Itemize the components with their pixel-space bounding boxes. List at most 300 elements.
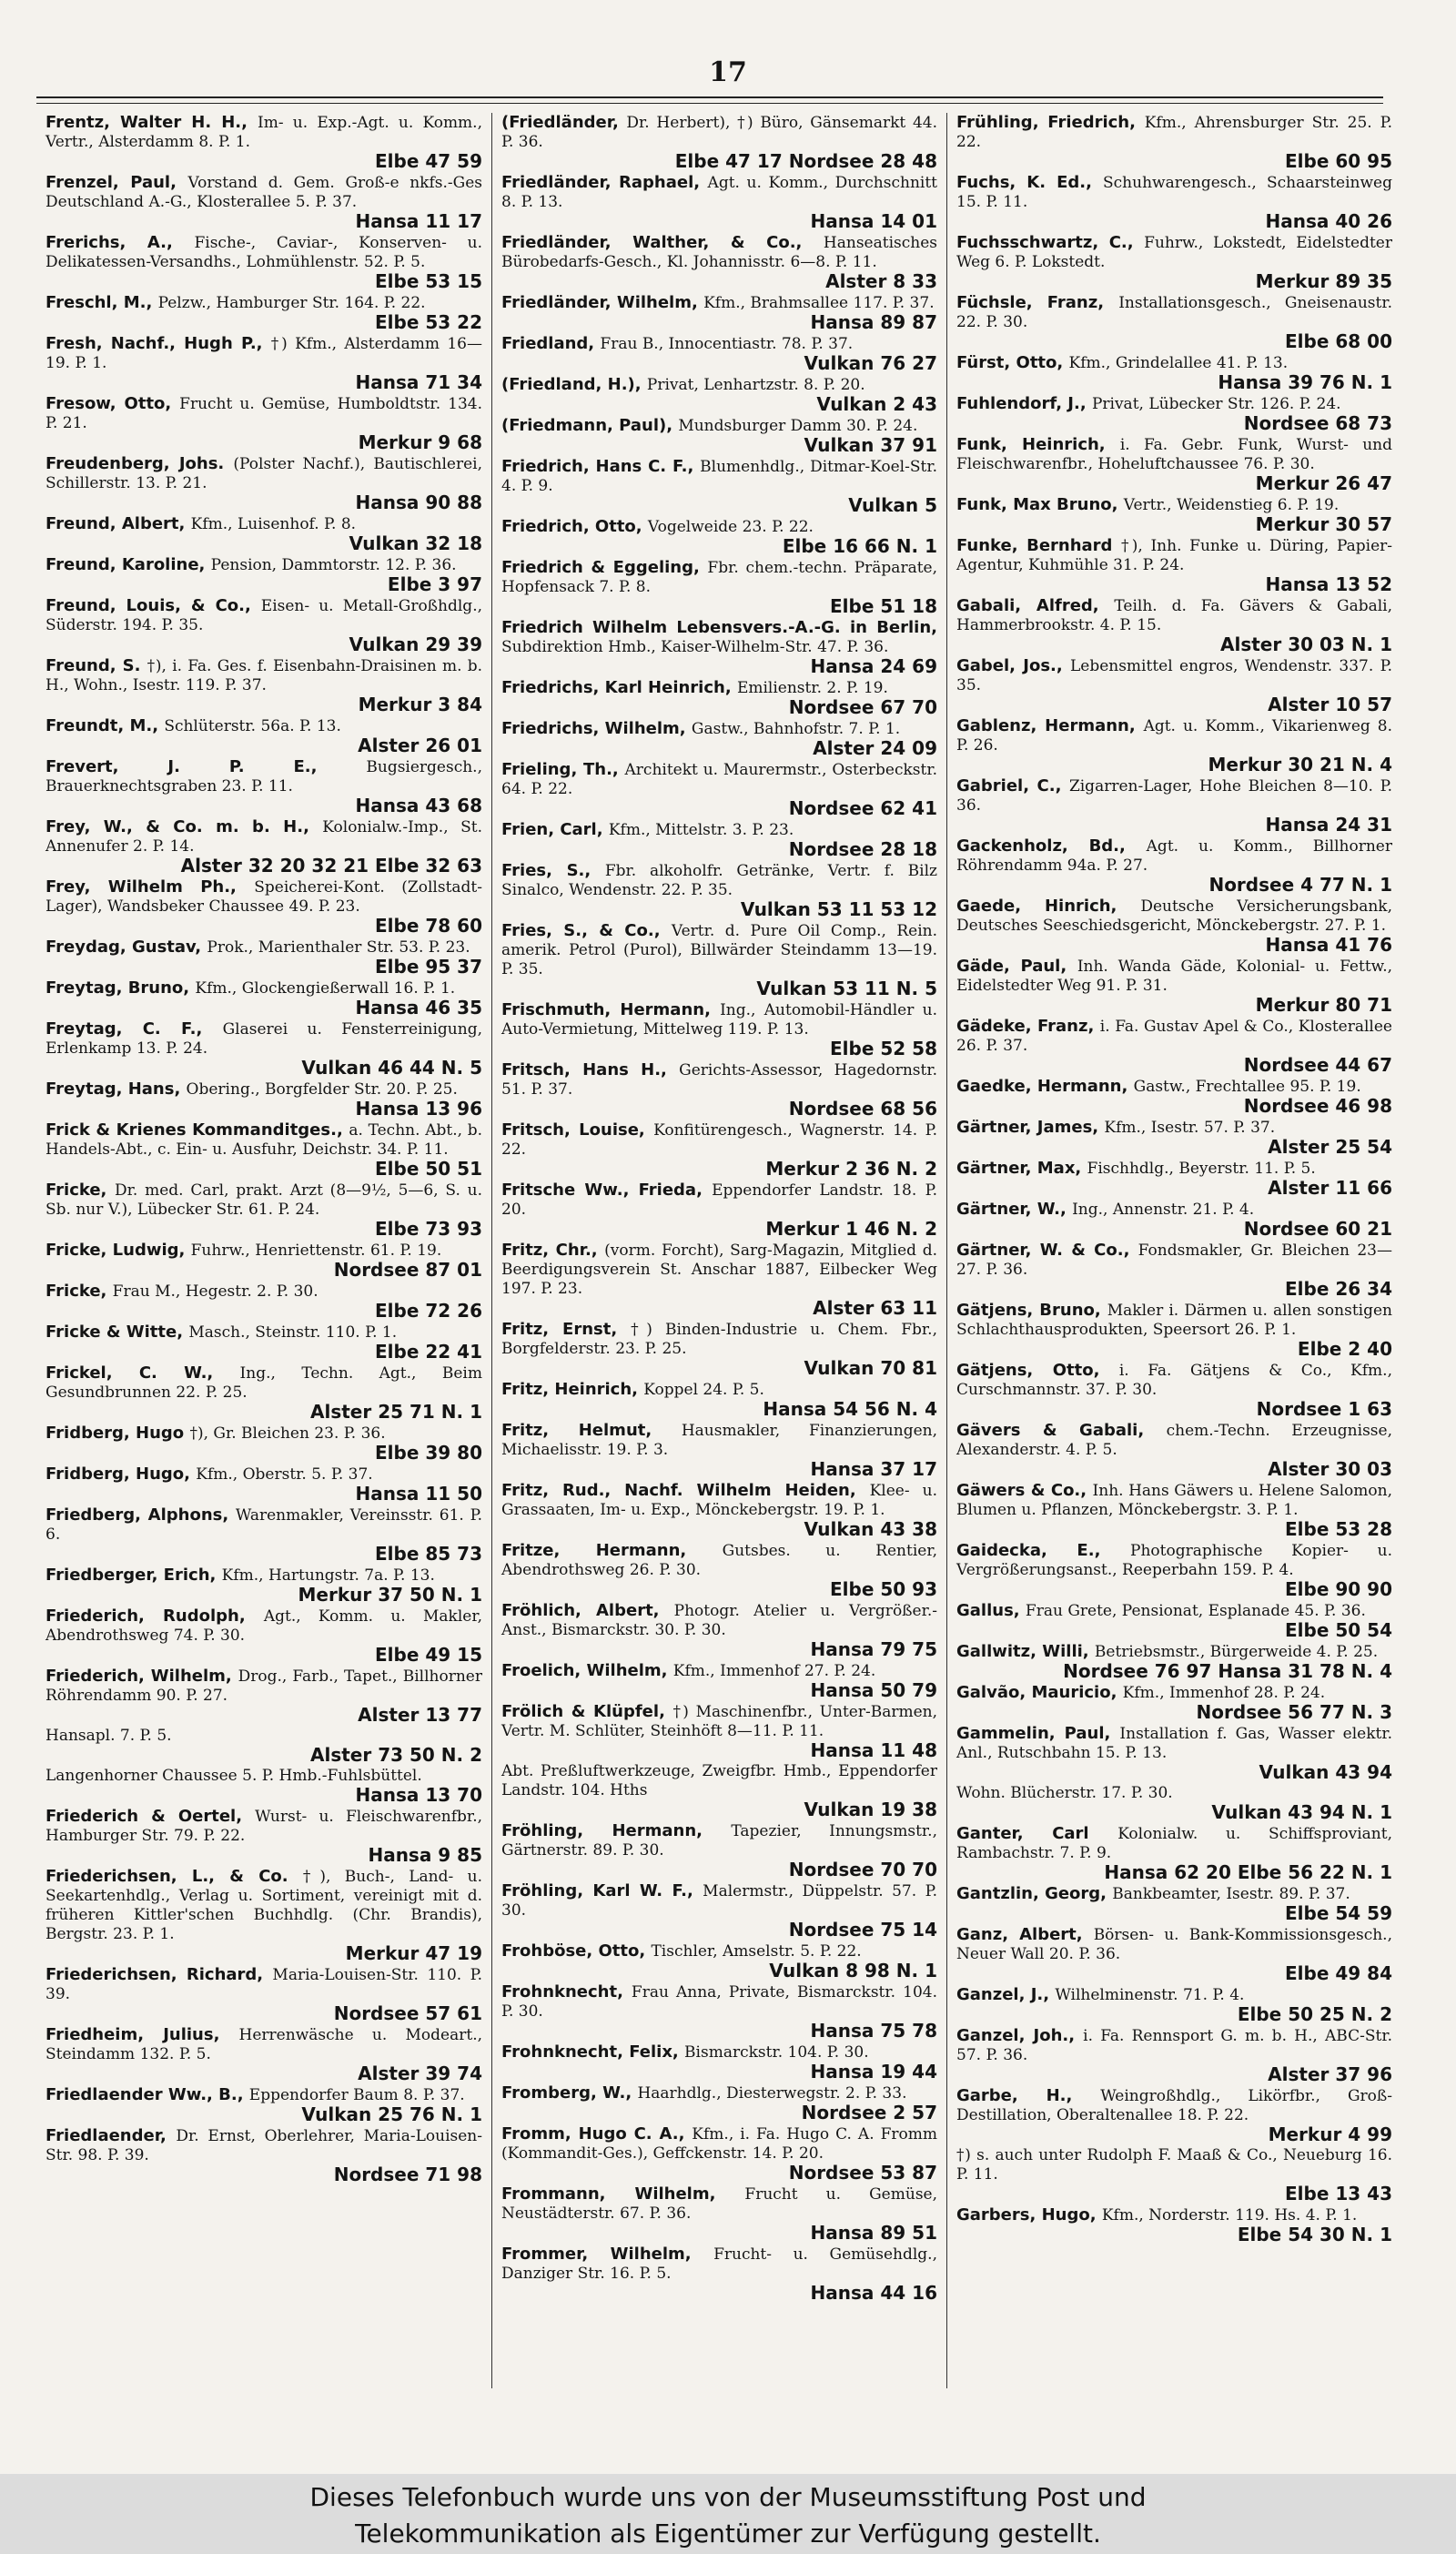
entry-phone: Merkur 26 47 — [1255, 472, 1392, 494]
entry-details: Masch., Steinstr. 110. P. 1. — [188, 1323, 398, 1342]
entry-details: Installationsgesch., Gneisenaustr. 22. P. 30. — [956, 294, 1392, 331]
directory-entry — [46, 1505, 482, 1564]
directory-entry — [46, 555, 482, 594]
entry-phone: Alster 10 57 — [1268, 694, 1392, 715]
directory-entry — [501, 921, 937, 998]
directory-entry — [46, 1867, 482, 1963]
entry-name: Gärtner, W., — [956, 1200, 1073, 1219]
directory-entry — [956, 897, 1392, 955]
entry-details: Agt. u. Komm., Billhorner Röhrendamm 94a. P. 27. — [956, 837, 1392, 875]
entry-details: Privat, Lübecker Str. 126. P. 24. — [1091, 395, 1341, 413]
directory-entry — [501, 820, 937, 859]
entry-phone: Hansa 89 87 — [810, 311, 937, 333]
directory-entry — [501, 457, 937, 515]
directory-entry — [956, 1481, 1392, 1539]
entry-name: Gallwitz, Willi, — [956, 1642, 1095, 1661]
entry-name: Fröhlich, Albert, — [501, 1601, 674, 1620]
entry-phone: Merkur 3 84 — [358, 694, 482, 715]
entry-details: Kfm., Grindelallee 41. P. 13. — [1068, 354, 1289, 372]
entry-details: i. Fa. Gustav Apel & Co., Klosterallee 26. P. 37. — [956, 1018, 1392, 1055]
entry-details: Dr. Ernst, Oberlehrer, Maria-Louisen-Str. 98. P. 39. — [46, 2127, 482, 2164]
entry-name: Fridberg, Hugo — [46, 1424, 190, 1443]
entry-phone: Hansa 13 52 — [1265, 573, 1392, 595]
entry-phone: Merkur 47 19 — [345, 1942, 482, 1964]
entry-phone: Merkur 4 99 — [1268, 2123, 1392, 2145]
entry-phone: Hansa 13 96 — [355, 1098, 482, 1120]
entry-details: i. Fa. Rennsport G. m. b. H., ABC-Str. 57. P. 36. — [956, 2027, 1393, 2064]
entry-details: Langenhorner Chaussee 5. P. Hmb.-Fuhlsbüttel. — [46, 1767, 422, 1785]
entry-details: Frucht- u. Gemüsehdlg., Danziger Str. 16. P. 5. — [501, 2245, 937, 2283]
entry-name: Gärtner, W. & Co., — [956, 1241, 1138, 1260]
entry-name: Friedländer, Wilhelm, — [501, 293, 704, 312]
directory-entry — [46, 937, 482, 977]
entry-name: Fritz, Ernst, — [501, 1320, 632, 1339]
entry-name: Funk, Max Bruno, — [956, 495, 1124, 514]
entry-details: Kolonialw. u. Schiffsproviant, Rambachstr. 7. P. 9. — [956, 1825, 1392, 1862]
entry-name: Freytag, Bruno, — [46, 978, 196, 998]
directory-entry — [46, 233, 482, 291]
entry-name: Frevert, J. P. E., — [46, 757, 367, 776]
directory-entry — [956, 1724, 1392, 1782]
directory-entry — [46, 394, 482, 452]
entry-details: Wilhelminenstr. 71. P. 4. — [1055, 1986, 1245, 2004]
column-3 — [946, 113, 1401, 2388]
entry-name: Friedrich, Hans C. F., — [501, 457, 701, 476]
entry-phone: Elbe 2 40 — [1297, 1338, 1392, 1360]
entry-phone: Vulkan 43 38 — [804, 1518, 937, 1540]
entry-details: Wurst- u. Fleischwarenfbr., Hamburger Str. 79. P. 22. — [46, 1808, 482, 1845]
entry-details: Makler i. Därmen u. allen sonstigen Schlachthausprodukten, Speersort 26. P. 1. — [956, 1302, 1392, 1339]
directory-entry — [46, 978, 482, 1018]
entry-details: †) s. auch unter Rudolph F. Maaß & Co., Neueburg 16. P. 11. — [956, 2146, 1392, 2184]
entry-phone: Nordsee 57 61 — [333, 2002, 482, 2024]
entry-phone: Elbe 60 95 — [1285, 150, 1392, 172]
entry-phone: Merkur 2 36 N. 2 — [765, 1158, 937, 1180]
entry-details: Kfm., Ahrensburger Str. 25. P. 22. — [956, 114, 1392, 151]
entry-phone: Elbe 51 18 — [830, 595, 937, 617]
entry-details: Teilh. d. Fa. Gävers & Gabali, Hammerbrookstr. 4. P. 15. — [956, 597, 1393, 634]
entry-phone: Alster 30 03 — [1268, 1458, 1392, 1480]
column-1 — [36, 113, 491, 2388]
entry-name: Frey, W., & Co. m. b. H., — [46, 817, 323, 836]
entry-details: Deutsche Versicherungsbank, Deutsches Seeschiedsgericht, Mönckebergstr. 27. P. 1. — [956, 897, 1393, 935]
directory-entry — [501, 618, 937, 676]
entry-phone: Elbe 73 93 — [375, 1218, 482, 1240]
entry-details: Frau Grete, Pensionat, Esplanade 45. P. 36. — [1025, 1602, 1366, 1620]
entry-phone: Elbe 47 59 — [375, 150, 482, 172]
directory-entry — [46, 1965, 482, 2023]
directory-entry — [956, 656, 1392, 715]
entry-phone: Vulkan 53 11 53 12 — [740, 898, 937, 920]
entry-phone: Hansa 37 17 — [810, 1458, 937, 1480]
entry-phone: Nordsee 2 57 — [801, 2102, 937, 2123]
entry-phone: Hansa 24 69 — [810, 655, 937, 677]
entry-name: Fricke, — [46, 1282, 113, 1301]
entry-details: Dr. med. Carl, prakt. Arzt (8—9½, 5—6, S. u. Sb. nur V.), Lübecker Str. 61. P. 24. — [46, 1181, 482, 1219]
entry-phone: Hansa 41 76 — [1265, 934, 1392, 956]
directory-entry — [956, 536, 1392, 594]
entry-phone: Hansa 39 76 N. 1 — [1218, 371, 1392, 393]
entry-name: Fromm, Hugo C. A., — [501, 2124, 693, 2144]
entry-name: Froelich, Wilhelm, — [501, 1661, 673, 1680]
entry-details: Agt., Komm. u. Makler, Abendrothsweg 74. P. 30. — [46, 1607, 482, 1645]
entry-name: Friedrich, Otto, — [501, 517, 648, 536]
entry-name: Frölich & Klüpfel, — [501, 1702, 673, 1721]
directory-entry — [501, 1541, 937, 1599]
entry-name: Freund, Albert, — [46, 514, 191, 533]
directory-entry — [956, 776, 1392, 835]
entry-phone: Alster 24 09 — [813, 737, 937, 759]
entry-details: Emilienstr. 2. P. 19. — [736, 679, 888, 697]
directory-entry — [501, 334, 937, 373]
entry-details: Fuhrw., Henriettenstr. 61. P. 19. — [190, 1242, 442, 1260]
directory-entry — [501, 233, 937, 291]
entry-details: Installation f. Gas, Wasser elektr. Anl., Rutschbahn 15. P. 13. — [956, 1725, 1393, 1762]
entry-details: Pension, Dammtorstr. 12. P. 36. — [210, 556, 457, 574]
entry-details: Warenmakler, Vereinsstr. 61. P. 6. — [46, 1506, 482, 1544]
entry-name: Gätjens, Bruno, — [956, 1301, 1107, 1320]
entry-name: Ganter, Carl — [956, 1824, 1118, 1843]
entry-name: Gaedke, Hermann, — [956, 1077, 1134, 1096]
entry-details: chem.-Techn. Erzeugnisse, Alexanderstr. 4. P. 5. — [956, 1422, 1392, 1459]
directory-entry — [501, 416, 937, 455]
entry-details: Agt. u. Komm., Vikarienweg 8. P. 26. — [956, 717, 1392, 755]
entry-name: Friedländer, Walther, & Co., — [501, 233, 824, 252]
entry-phone: Hansa 44 16 — [810, 2282, 937, 2304]
entry-phone: Elbe 50 25 N. 2 — [1237, 2003, 1392, 2025]
entry-name: Ganzel, Joh., — [956, 2026, 1084, 2045]
entry-details: Drog., Farb., Tapet., Billhorner Röhrendamm 90. P. 27. — [46, 1667, 482, 1705]
entry-phone: Vulkan 29 39 — [349, 633, 482, 655]
entry-phone: Merkur 37 50 N. 1 — [298, 1584, 482, 1606]
entry-name: Fritsche Ww., Frieda, — [501, 1181, 713, 1200]
entry-details: Klee- u. Grassaaten, Im- u. Exp., Mönckebergstr. 19. P. 1. — [501, 1482, 937, 1519]
entry-details: Agt. u. Komm., Durchschnitt 8. P. 13. — [501, 174, 937, 211]
entry-details: †) Maschinenfbr., Unter-Barmen, Vertr. M. Schlüter, Steinhöft 8—11. P. 11. — [501, 1703, 937, 1740]
entry-details: Frau B., Innocentiastr. 78. P. 37. — [600, 335, 854, 353]
entry-phone: Elbe 39 80 — [375, 1442, 482, 1464]
entry-name: Friederich & Oertel, — [46, 1807, 256, 1826]
entry-details: Ing., Automobil-Händler u. Auto-Vermietung, Mittelweg 119. P. 13. — [501, 1001, 937, 1039]
entry-name: Gallus, — [956, 1601, 1026, 1620]
entry-phone: Vulkan 37 91 — [804, 434, 937, 456]
entry-name: Ganzel, J., — [956, 1985, 1056, 2004]
entry-name: Friedberg, Alphons, — [46, 1505, 236, 1525]
entry-name: Gablenz, Hermann, — [956, 716, 1144, 735]
entry-phone: Merkur 80 71 — [1255, 994, 1392, 1016]
directory-entry — [46, 656, 482, 715]
entry-name: Fuchsschwartz, C., — [956, 233, 1145, 252]
directory-entry — [46, 1767, 482, 1805]
entry-phone: Alster 25 54 — [1268, 1136, 1392, 1158]
entry-details: †) Binden-Industrie u. Chem. Fbr., Borgfelderstr. 23. P. 25. — [501, 1321, 937, 1358]
entry-details: Bankbeamter, Isestr. 89. P. 37. — [1112, 1885, 1350, 1903]
directory-entry — [501, 173, 937, 231]
entry-phone: Hansa 40 26 — [1265, 210, 1392, 232]
entry-details: Gerichts-Assessor, Hagedornstr. 51. P. 37. — [501, 1061, 937, 1099]
entry-phone: Elbe 53 15 — [375, 270, 482, 292]
directory-entry — [501, 1982, 937, 2041]
directory-entry — [956, 1683, 1392, 1722]
entry-phone: Merkur 9 68 — [358, 431, 482, 453]
directory-entry — [46, 817, 482, 876]
directory-entry — [501, 1060, 937, 1119]
entry-name: Fröhling, Hermann, — [501, 1821, 732, 1840]
entry-name: Friederich, Wilhelm, — [46, 1667, 238, 1686]
entry-details: Fondsmakler, Gr. Bleichen 23—27. P. 36. — [956, 1242, 1392, 1279]
entry-phone: Hansa 14 01 — [810, 210, 937, 232]
directory-entry — [501, 293, 937, 332]
entry-phone: Nordsee 87 01 — [333, 1259, 482, 1281]
entry-details: Bismarckstr. 104. P. 30. — [684, 2043, 869, 2062]
entry-name: Fürst, Otto, — [956, 353, 1069, 372]
directory-entry — [501, 517, 937, 556]
entry-phone: Hansa 71 34 — [355, 371, 482, 393]
entry-name: Freschl, M., — [46, 293, 158, 312]
entry-details: Mundsburger Damm 30. P. 24. — [678, 417, 918, 435]
entry-details: Frau M., Hegestr. 2. P. 30. — [112, 1282, 318, 1301]
entry-details: i. Fa. Gebr. Funk, Wurst- und Fleischwarenfbr., Hoheluftchaussee 76. P. 30. — [956, 436, 1392, 473]
entry-name: Garbers, Hugo, — [956, 2205, 1102, 2225]
entry-details: †), i. Fa. Ges. f. Eisenbahn-Draisinen m. b. H., Wohn., Isestr. 119. P. 37. — [46, 657, 482, 694]
entry-details: Betriebsmstr., Bürgerweide 4. P. 25. — [1094, 1643, 1379, 1661]
entry-details: Subdirektion Hmb., Kaiser-Wilhelm-Str. 47. P. 36. — [501, 638, 889, 656]
entry-details: Inh. Wanda Gäde, Kolonial- u. Fettw., Eidelstedter Weg 91. P. 31. — [956, 958, 1392, 995]
entry-phone: Elbe 49 84 — [1285, 1962, 1392, 1984]
entry-name: Fritsch, Hans H., — [501, 1060, 680, 1079]
entry-name: Gaidecka, E., — [956, 1541, 1131, 1560]
entry-name: Friedrichs, Wilhelm, — [501, 719, 692, 738]
entry-name: Fuchs, K. Ed., — [956, 173, 1104, 192]
entry-details: Kfm., i. Fa. Hugo C. A. Fromm (Kommandit-Ges.), Geffckenstr. 14. P. 20. — [501, 2125, 937, 2163]
entry-details: Tapezier, Innungsmstr., Gärtnerstr. 89. P. 30. — [501, 1822, 937, 1860]
directory-entry — [46, 1667, 482, 1725]
directory-entry — [956, 1159, 1392, 1198]
entry-name: Fritze, Hermann, — [501, 1541, 723, 1560]
entry-phone: Elbe 53 28 — [1285, 1518, 1392, 1540]
entry-details: Haarhdlg., Diesterwegstr. 2. P. 33. — [637, 2084, 907, 2103]
entry-name: Freund, Louis, & Co., — [46, 596, 261, 615]
directory-entry — [501, 1702, 937, 1760]
entry-details: Maria-Louisen-Str. 110. P. 39. — [46, 1966, 482, 2003]
footer-line-1: Dieses Telefonbuch wurde uns von der Museumsstiftung Post und — [309, 2482, 1147, 2512]
entry-name: Fricke & Witte, — [46, 1323, 189, 1342]
entry-details: Eppendorfer Landstr. 18. P. 20. — [501, 1181, 937, 1219]
entry-details: Vorstand d. Gem. Groß-e nkfs.-Ges Deutschland A.-G., Klosterallee 5. P. 37. — [46, 174, 482, 211]
directory-entry — [956, 435, 1392, 493]
entry-phone: Hansa 90 88 — [355, 492, 482, 513]
directory-entry — [46, 1424, 482, 1463]
entry-name: Gärtner, James, — [956, 1118, 1105, 1137]
directory-entry — [501, 375, 937, 414]
entry-phone: Nordsee 68 56 — [788, 1098, 937, 1120]
entry-phone: Alster 26 01 — [358, 735, 482, 756]
entry-name: Frey, Wilhelm Ph., — [46, 877, 255, 897]
entry-details: Tischler, Amselstr. 5. P. 22. — [651, 1942, 862, 1961]
entry-name: Friedland, — [501, 334, 601, 353]
directory-entry — [46, 1807, 482, 1865]
entry-name: Gäwers & Co., — [956, 1481, 1093, 1500]
entry-phone: Hansa 75 78 — [810, 2020, 937, 2042]
entry-name: Freytag, Hans, — [46, 1079, 187, 1099]
entry-details: Koppel 24. P. 5. — [643, 1381, 764, 1399]
entry-phone: Hansa 46 35 — [355, 997, 482, 1019]
entry-phone: Elbe 49 15 — [375, 1644, 482, 1666]
entry-details: a. Techn. Abt., b. Handels-Abt., c. Ein- u. Ausfuhr, Deichstr. 34. P. 11. — [46, 1121, 482, 1159]
entry-name: Funke, Bernhard — [956, 536, 1121, 555]
entry-details: Ing., Techn. Agt., Beim Gesundbrunnen 22. P. 25. — [46, 1364, 482, 1402]
directory-entry — [46, 1079, 482, 1119]
entry-name: Ganz, Albert, — [956, 1925, 1094, 1944]
entry-name: Gackenholz, Bd., — [956, 836, 1147, 856]
entry-details: i. Fa. Gätjens & Co., Kfm., Curschmannstr. 37. P. 30. — [956, 1362, 1392, 1399]
entry-details: Gastw., Bahnhofstr. 7. P. 1. — [691, 720, 901, 738]
entry-phone: Nordsee 1 63 — [1256, 1398, 1392, 1420]
directory-entry — [956, 1642, 1392, 1681]
entry-phone: Elbe 68 00 — [1285, 330, 1392, 352]
entry-name: Galvão, Mauricio, — [956, 1683, 1123, 1702]
entry-phone: Hansa 11 17 — [355, 210, 482, 232]
entry-phone: Elbe 72 26 — [375, 1300, 482, 1322]
directory-entry — [501, 1821, 937, 1880]
entry-details: Gastw., Frechtallee 95. P. 19. — [1133, 1078, 1361, 1096]
directory-entry — [46, 454, 482, 512]
entry-phone: Hansa 89 51 — [810, 2222, 937, 2244]
entry-name: Freund, S. — [46, 656, 147, 675]
entry-name: Fricke, Ludwig, — [46, 1241, 191, 1260]
directory-entry — [46, 1181, 482, 1239]
entry-details: Vogelweide 23. P. 22. — [647, 518, 814, 536]
entry-details: Wohn. Blücherstr. 17. P. 30. — [956, 1784, 1173, 1802]
directory-entry — [501, 2245, 937, 2303]
entry-phone: Hansa 54 56 N. 4 — [763, 1398, 937, 1420]
entry-phone: Alster 63 11 — [813, 1297, 937, 1319]
directory-entry — [956, 113, 1392, 171]
directory-entry — [956, 2205, 1392, 2245]
entry-details: Fbr. alkoholfr. Getränke, Vertr. f. Bilz Sinalco, Wendenstr. 22. P. 35. — [501, 862, 937, 899]
entry-details: Kfm., Oberstr. 5. P. 37. — [196, 1465, 373, 1484]
entry-details: Vertr. d. Pure Oil Comp., Rein. amerik. Petrol (Purol), Billwärder Steindamm 13—19. P. 35. — [501, 922, 937, 978]
entry-phone: Nordsee 56 77 N. 3 — [1196, 1701, 1392, 1723]
directory-entry — [46, 1464, 482, 1504]
entry-name: Friederich, Rudolph, — [46, 1606, 264, 1626]
directory-entry — [501, 1000, 937, 1059]
directory-entry — [956, 1118, 1392, 1157]
directory-entry — [956, 1361, 1392, 1419]
entry-name: Fromberg, W., — [501, 2083, 638, 2103]
entry-phone: Merkur 30 21 N. 4 — [1208, 754, 1392, 775]
entry-name: Freudenberg, Johs. — [46, 454, 234, 473]
directory-entry — [956, 1784, 1392, 1822]
entry-phone: Nordsee 75 14 — [788, 1919, 937, 1941]
directory-entry — [501, 2124, 937, 2183]
entry-name: (Friedländer, — [501, 113, 627, 132]
entry-name: Friederichsen, L., & Co. — [46, 1867, 303, 1886]
directory-entry — [956, 1301, 1392, 1359]
entry-phone: Alster 25 71 N. 1 — [310, 1401, 482, 1423]
entry-phone: Elbe 22 41 — [375, 1341, 482, 1363]
footer-line-2: Telekommunikation als Eigentümer zur Verfügung gestellt. — [355, 2519, 1101, 2549]
entry-details: Eisen- u. Metall-Großhdlg., Süderstr. 194. P. 35. — [46, 597, 482, 634]
directory-entry — [46, 113, 482, 171]
directory-entry — [501, 1181, 937, 1239]
directory-entry — [956, 1541, 1392, 1599]
directory-entry — [501, 1881, 937, 1940]
entry-details: Kfm., Norderstr. 119. Hs. 4. P. 1. — [1101, 2206, 1358, 2225]
entry-phone: Elbe 16 66 N. 1 — [782, 535, 937, 557]
entry-phone: Elbe 53 22 — [375, 311, 482, 333]
entry-details: (vorm. Forcht), Sarg-Magazin, Mitglied d. Beerdigungsverein St. Anschar 1887, Eilbecker Weg 197. P. 23. — [501, 1242, 937, 1298]
entry-details: †), Inh. Funke u. Düring, Papier-Agentur, Kuhmühle 31. P. 24. — [956, 537, 1393, 574]
entry-details: Abt. Preßluftwerkzeuge, Zweigfbr. Hmb., Eppendorfer Landstr. 104. Hths — [501, 1762, 937, 1799]
entry-phone: Elbe 78 60 — [375, 915, 482, 937]
entry-details: Kfm., Mittelstr. 3. P. 23. — [608, 821, 794, 839]
directory-entry — [46, 1019, 482, 1078]
entry-details: Schlüterstr. 56a. P. 13. — [164, 717, 341, 735]
entry-phone: Vulkan 25 76 N. 1 — [301, 2103, 482, 2125]
entry-phone: Nordsee 71 98 — [333, 2164, 482, 2185]
entry-phone: Nordsee 28 18 — [788, 838, 937, 860]
entry-details: Kfm., Immenhof 27. P. 24. — [672, 1662, 876, 1680]
entry-details: Bugsiergesch., Brauerknechtsgraben 23. P. 11. — [46, 758, 482, 796]
entry-phone: Nordsee 67 70 — [788, 696, 937, 718]
entry-phone: Hansa 24 31 — [1265, 814, 1392, 836]
entry-phone: Nordsee 46 98 — [1243, 1095, 1392, 1117]
entry-phone: Nordsee 44 67 — [1243, 1054, 1392, 1076]
entry-name: Fresh, Nachf., Hugh P., — [46, 334, 271, 353]
directory-entry — [956, 353, 1392, 392]
directory-entry — [46, 1606, 482, 1665]
entry-phone: Elbe 50 93 — [830, 1578, 937, 1600]
directory-entry — [956, 293, 1392, 351]
entry-details: Kfm., Glockengießerwall 16. P. 1. — [195, 979, 456, 998]
entry-phone: Hansa 79 75 — [810, 1638, 937, 1660]
entry-phone: Alster 13 77 — [358, 1704, 482, 1726]
entry-name: Gädeke, Franz, — [956, 1017, 1100, 1036]
directory-entry — [501, 2184, 937, 2243]
entry-name: Frohböse, Otto, — [501, 1941, 652, 1961]
entry-details: Eppendorfer Baum 8. P. 37. — [248, 2086, 465, 2104]
entry-name: Frommann, Wilhelm, — [501, 2184, 745, 2204]
entry-name: Gaede, Hinrich, — [956, 897, 1141, 916]
directory-entry — [501, 558, 937, 616]
entry-name: Frohnknecht, — [501, 1982, 632, 2002]
directory-entry — [46, 2025, 482, 2083]
entry-phone: Merkur 30 57 — [1255, 513, 1392, 535]
entry-name: Freund, Karoline, — [46, 555, 211, 574]
entry-details: Ing., Annenstr. 21. P. 4. — [1072, 1201, 1255, 1219]
entry-phone: Alster 8 33 — [825, 270, 937, 292]
entry-name: Gätjens, Otto, — [956, 1361, 1119, 1380]
entry-phone: Vulkan 70 81 — [804, 1357, 937, 1379]
entry-details: Konfitürengesch., Wagnerstr. 14. P. 22. — [501, 1121, 937, 1159]
entry-details: Hanseatisches Bürobedarfs-Gesch., Kl. Johannisstr. 6—8. P. 11. — [501, 234, 937, 271]
entry-name: Gabel, Jos., — [956, 656, 1070, 675]
entry-phone: Nordsee 68 73 — [1243, 412, 1392, 434]
directory-entry — [956, 1985, 1392, 2024]
entry-name: Garbe, H., — [956, 2086, 1101, 2105]
entry-name: Fries, S., & Co., — [501, 921, 672, 940]
entry-details: Schuhwarengesch., Schaarsteinweg 15. P. 11. — [956, 174, 1392, 211]
entry-details: Hausmakler, Finanzierungen, Michaelisstr. 19. P. 3. — [501, 1422, 937, 1459]
entry-phone: Elbe 13 43 — [1285, 2183, 1392, 2204]
entry-name: Friederichsen, Richard, — [46, 1965, 273, 1984]
entry-name: Gantzlin, Georg, — [956, 1884, 1113, 1903]
entry-phone: Vulkan 46 44 N. 5 — [301, 1057, 482, 1079]
entry-name: Frentz, Walter H. H., — [46, 113, 258, 132]
entry-details: Weingroßhdlg., Likörfbr., Groß-Destillation, Oberaltenallee 18. P. 22. — [956, 2087, 1392, 2124]
entry-name: Gäde, Paul, — [956, 957, 1077, 976]
